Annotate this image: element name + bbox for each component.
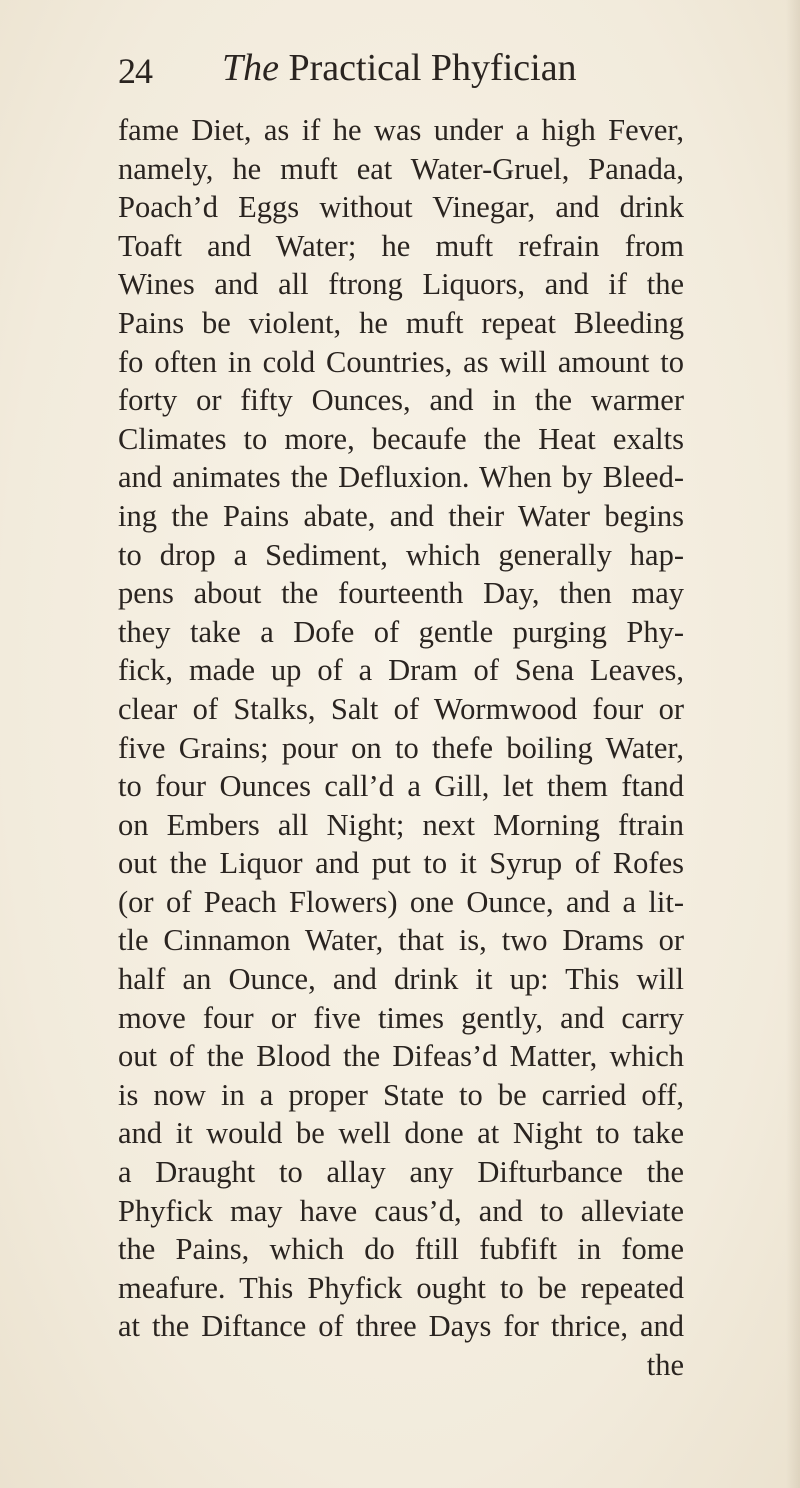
text-line: Climates to more, becaufe the Heat exalts [118, 421, 684, 456]
text-line: is now in a proper State to be carried off, [118, 1077, 684, 1112]
page-edge-shadow [786, 0, 800, 1488]
text-line: fame Diet, as if he was under a high Fever, [118, 113, 684, 147]
text-line: fick, made up of a Dram of Sena Leaves, [118, 653, 684, 688]
text-line: a Draught to allay any Difturbance the [118, 1155, 684, 1190]
text-line: Poach’d Eggs without Vinegar, and drink [118, 190, 684, 225]
text-line: they take a Dofe of gentle purging Phy- [118, 614, 684, 649]
text-line: five Grains; pour on to thefe boiling Water, [118, 730, 684, 765]
text-line: Wines and all ftrong Liquors, and if the [118, 267, 684, 302]
running-title-rest: Practical Phyfician [288, 47, 577, 89]
page-header [118, 46, 678, 94]
text-line: pens about the fourteenth Day, then may [118, 576, 684, 611]
text-line: out of the Blood the Difeas’d Matter, which [118, 1039, 684, 1074]
text-line: to drop a Sediment, which generally hap- [118, 537, 684, 572]
running-title-italic: The [222, 47, 279, 89]
text-line: (or of Peach Flowers) one Ounce, and a lit- [118, 884, 684, 919]
text-line: tle Cinnamon Water, that is, two Drams or [118, 923, 684, 958]
text-line: and it would be well done at Night to take [118, 1116, 684, 1151]
text-line: ing the Pains abate, and their Water begins [118, 498, 684, 533]
running-title [222, 46, 577, 90]
text-line: namely, he muft eat Water-Gruel, Panada, [118, 151, 684, 186]
text-line: the Pains, which do ftill fubfift in fome [118, 1232, 684, 1267]
text-line: meafure. This Phyfick ought to be repeated [118, 1270, 684, 1305]
catchword: the [646, 1348, 684, 1382]
text-line: and animates the Defluxion. When by Bleed- [118, 460, 684, 495]
body-text [118, 111, 684, 1385]
text-line: half an Ounce, and drink it up: This will [118, 962, 684, 997]
text-line: on Embers all Night; next Morning ftrain [118, 807, 684, 842]
text-line: fo often in cold Countries, as will amount to [118, 344, 684, 379]
text-line: Phyfick may have caus’d, and to alleviate [118, 1193, 684, 1228]
text-line: at the Diftance of three Days for thrice, and [118, 1309, 684, 1344]
text-line: to four Ounces call’d a Gill, let them ftand [118, 769, 684, 804]
text-line: out the Liquor and put to it Syrup of Rofes [118, 846, 684, 881]
text-line: Toaft and Water; he muft refrain from [118, 228, 684, 263]
page-number: 24 [118, 51, 152, 91]
text-line: clear of Stalks, Salt of Wormwood four or [118, 691, 684, 726]
text-line: forty or fifty Ounces, and in the warmer [118, 383, 684, 418]
text-line: Pains be violent, he muft repeat Bleeding [118, 305, 684, 340]
text-line: move four or five times gently, and carry [118, 1000, 684, 1035]
